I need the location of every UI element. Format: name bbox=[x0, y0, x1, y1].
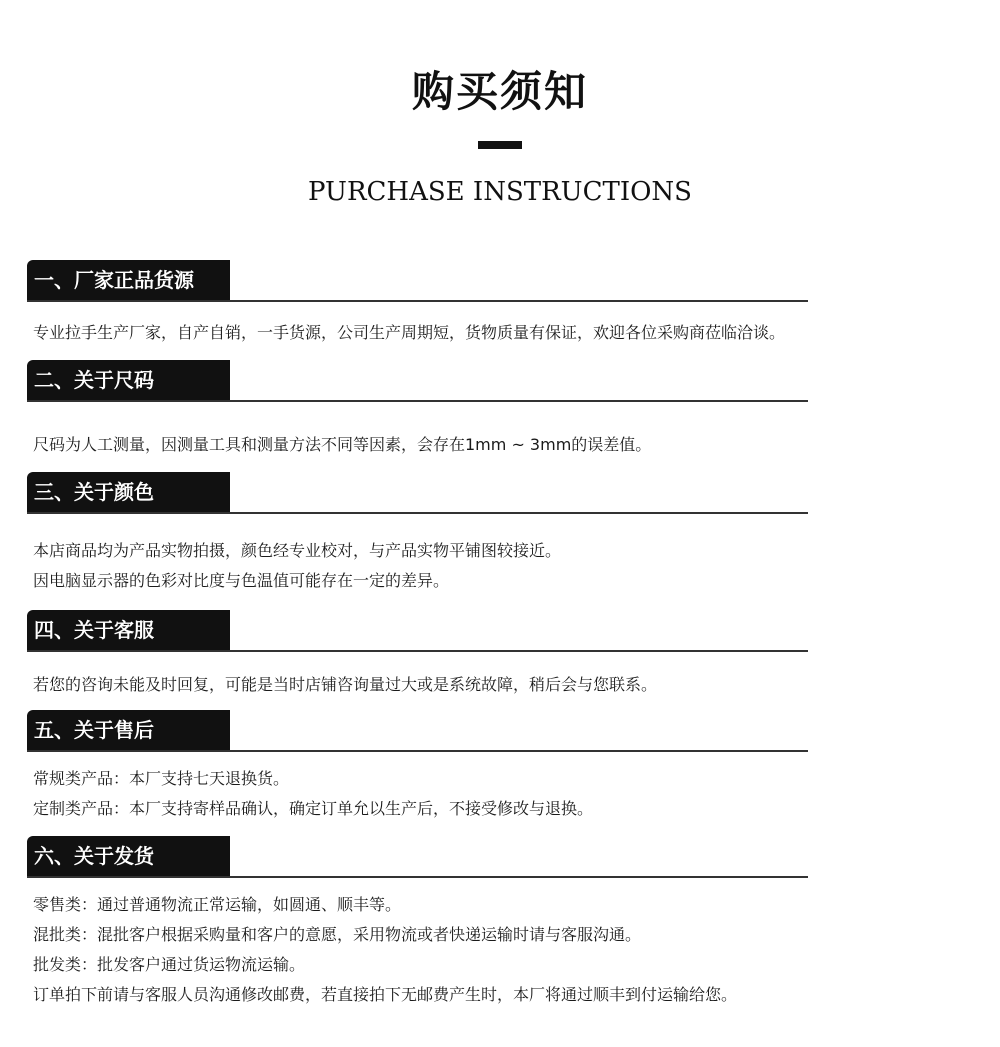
section-body bbox=[33, 430, 651, 460]
section-heading: 一、厂家正品货源 bbox=[27, 260, 230, 300]
section-heading: 三、关于颜色 bbox=[27, 472, 230, 512]
section-line: 常规类产品：本厂支持七天退换货。 bbox=[33, 769, 290, 788]
section-line: 混批类：混批客户根据采购量和客户的意愿，采用物流或者快递运输时请与客服沟通。 bbox=[33, 925, 642, 944]
section-body bbox=[33, 670, 657, 700]
section-body bbox=[33, 536, 561, 596]
section-customer-service bbox=[27, 610, 808, 694]
page-title-en: PURCHASE INSTRUCTIONS bbox=[308, 177, 692, 207]
section-header bbox=[27, 710, 808, 752]
title-divider bbox=[478, 141, 522, 149]
section-genuine-source bbox=[27, 260, 808, 342]
section-body bbox=[33, 318, 785, 348]
section-size bbox=[27, 360, 808, 454]
section-body bbox=[33, 890, 737, 1010]
section-line: 尺码为人工测量，因测量工具和测量方法不同等因素，会存在1mm ~ 3mm的误差值。 bbox=[33, 435, 652, 454]
section-line: 批发类：批发客户通过货运物流运输。 bbox=[33, 955, 306, 974]
section-after-sales bbox=[27, 710, 808, 818]
section-header bbox=[27, 472, 808, 514]
section-line: 定制类产品：本厂支持寄样品确认，确定订单允以生产后，不接受修改与退换。 bbox=[33, 799, 594, 818]
section-header bbox=[27, 610, 808, 652]
section-line: 专业拉手生产厂家，自产自销，一手货源，公司生产周期短，货物质量有保证，欢迎各位采购商莅临洽谈。 bbox=[33, 323, 786, 342]
section-header bbox=[27, 360, 808, 402]
section-body bbox=[33, 764, 593, 824]
section-line: 本店商品均为产品实物拍摄，颜色经专业校对，与产品实物平铺图较接近。 bbox=[33, 541, 562, 560]
section-header bbox=[27, 836, 808, 878]
section-line: 订单拍下前请与客服人员沟通修改邮费，若直接拍下无邮费产生时，本厂将通过顺丰到付运输给您。 bbox=[33, 985, 738, 1004]
section-color bbox=[27, 472, 808, 590]
section-line: 零售类：通过普通物流正常运输，如圆通、顺丰等。 bbox=[33, 895, 402, 914]
section-heading: 四、关于客服 bbox=[27, 610, 230, 650]
section-line: 若您的咨询未能及时回复，可能是当时店铺咨询量过大或是系统故障，稍后会与您联系。 bbox=[33, 675, 658, 694]
page-title-cn: 购买须知 bbox=[411, 67, 588, 116]
section-header bbox=[27, 260, 808, 302]
section-shipping bbox=[27, 836, 808, 1004]
section-heading: 五、关于售后 bbox=[27, 710, 230, 750]
section-line: 因电脑显示器的色彩对比度与色温值可能存在一定的差异。 bbox=[33, 571, 450, 590]
section-heading: 六、关于发货 bbox=[27, 836, 230, 876]
section-heading: 二、关于尺码 bbox=[27, 360, 230, 400]
